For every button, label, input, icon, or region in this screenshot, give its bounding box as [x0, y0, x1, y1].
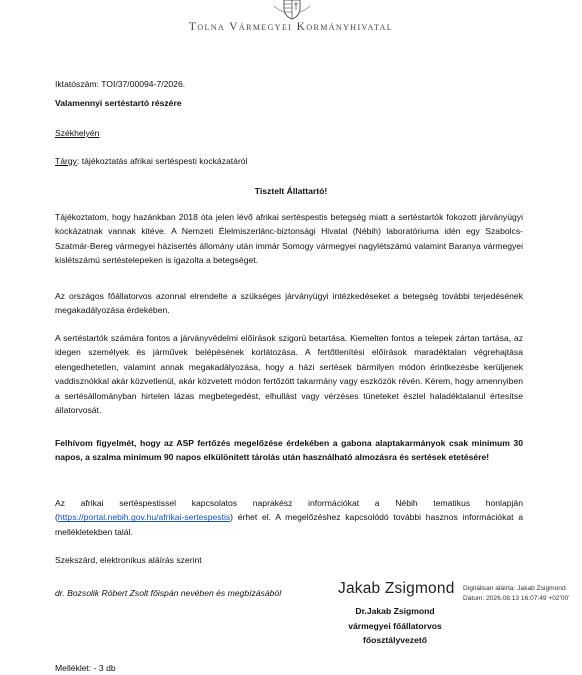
- paragraph-4-warning: Felhívom figyelmét, hogy az ASP fertőzés megelőzése érdekében a gabona alaptakarmányok csak minimum 30 napos, a szalma minimum 90 napos elkülönített tárolás után használható almozásra és sertések etetésére!: [55, 438, 523, 463]
- signature-on-behalf: dr. Bozsolik Róbert Zsolt főispán nevében és megbízásából: [55, 588, 282, 598]
- paragraph-5-after: ) érhet el. A megelőzéshez kapcsolódó további hasznos információkat a mellékletekben talál.: [55, 512, 523, 537]
- signatory-title: vármegyei főállatorvos: [348, 620, 442, 631]
- reference-number: TOI/37/00094-7/2026.: [101, 79, 186, 89]
- digital-signature-meta: [463, 584, 569, 603]
- subject-text: : tájékoztatás afrikai sertéspesti kockázatáról: [76, 156, 248, 166]
- paragraph-3: A sertéstartók számára fontos a járványvédelmi előírások szigorú betartása. Kiemelten fontos a telepek zártan tartása, az idegen személyek és járművek belépésének korlátozása. A fertőtlenítési előírások maradéktalan végrehajtása elengedhetetlen, valamint annak megakadályozása, hogy a házi sertések bármilyen módon érintkezésbe kerüljenek vaddisznókkal akár közvetlenül, akár közvetett módon fertőzött takarmány vagy eszközök révén. Kérem, hogy amennyiben a sertésállományban hirtelen lázas megbetegedést, elhullást vagy vérzéses tüneteket észlel haladéktalanul értesítse állatorvosát.: [55, 333, 523, 416]
- signature-signed-by: Digitálisan aláírta: Jakab Zsigmond: [463, 585, 566, 592]
- agency-name: Tolna Vármegyei Kormányhivatal: [188, 21, 394, 33]
- reference-line: [55, 78, 185, 92]
- signatory-block: [320, 604, 470, 648]
- paragraph-2: Az országos főállatorvos azonnal elrendelte a szükséges járványügyi intézkedéseket a betegség további terjedésének megakadályozása érdekében.: [55, 291, 523, 316]
- nebih-link[interactable]: https://portal.nebih.gov.hu/afrikai-sertespestis: [57, 512, 231, 523]
- salutation: Tisztelt Állattartó!: [254, 186, 328, 196]
- coat-of-arms-icon: [272, 0, 312, 20]
- place-line: Szekszárd, elektronikus aláírás szerint: [55, 555, 202, 565]
- paragraph-1: Tájékoztatom, hogy hazánkban 2018 óta jelen lévő afrikai sertéspestis betegség miatt a sertéstartók fokozott járványügyi kockázatnak vannak kitéve. A Nemzeti Élelmiszerlánc-biztonsági Hivatal (Nébih) laboratóriuma idén egy Szabolcs-Szatmár-Bereg vármegyei házisertés állomány után immár Somogy vármegyei nagylétszámú valamint Baranya vármegyei kislétszámú sertéstelepeken is igazolta a betegséget.: [55, 212, 523, 266]
- recipient: Valamennyi sertéstartó részére: [55, 98, 182, 108]
- reference-label: Iktatószám:: [55, 79, 99, 89]
- signature-date: Dátum: 2026.08.13 16:07:49 +02'00': [463, 594, 570, 602]
- digital-signature-name: Jakab Zsigmond: [338, 580, 455, 597]
- signatory-position: főosztályvezető: [363, 635, 427, 646]
- attachments: Melléklet: - 3 db: [55, 663, 116, 673]
- signatory-name: Dr.Jakab Zsigmond: [355, 606, 435, 616]
- subject-label: Tárgy: [55, 156, 77, 166]
- location: Székhelyén: [55, 128, 100, 138]
- paragraph-5: [55, 496, 523, 539]
- subject-line: [55, 155, 248, 169]
- paragraph-5-before: Az afrikai sertéspestissel kapcsolatos naprakész információkat a Nébih tematikus honlapján (: [55, 498, 523, 523]
